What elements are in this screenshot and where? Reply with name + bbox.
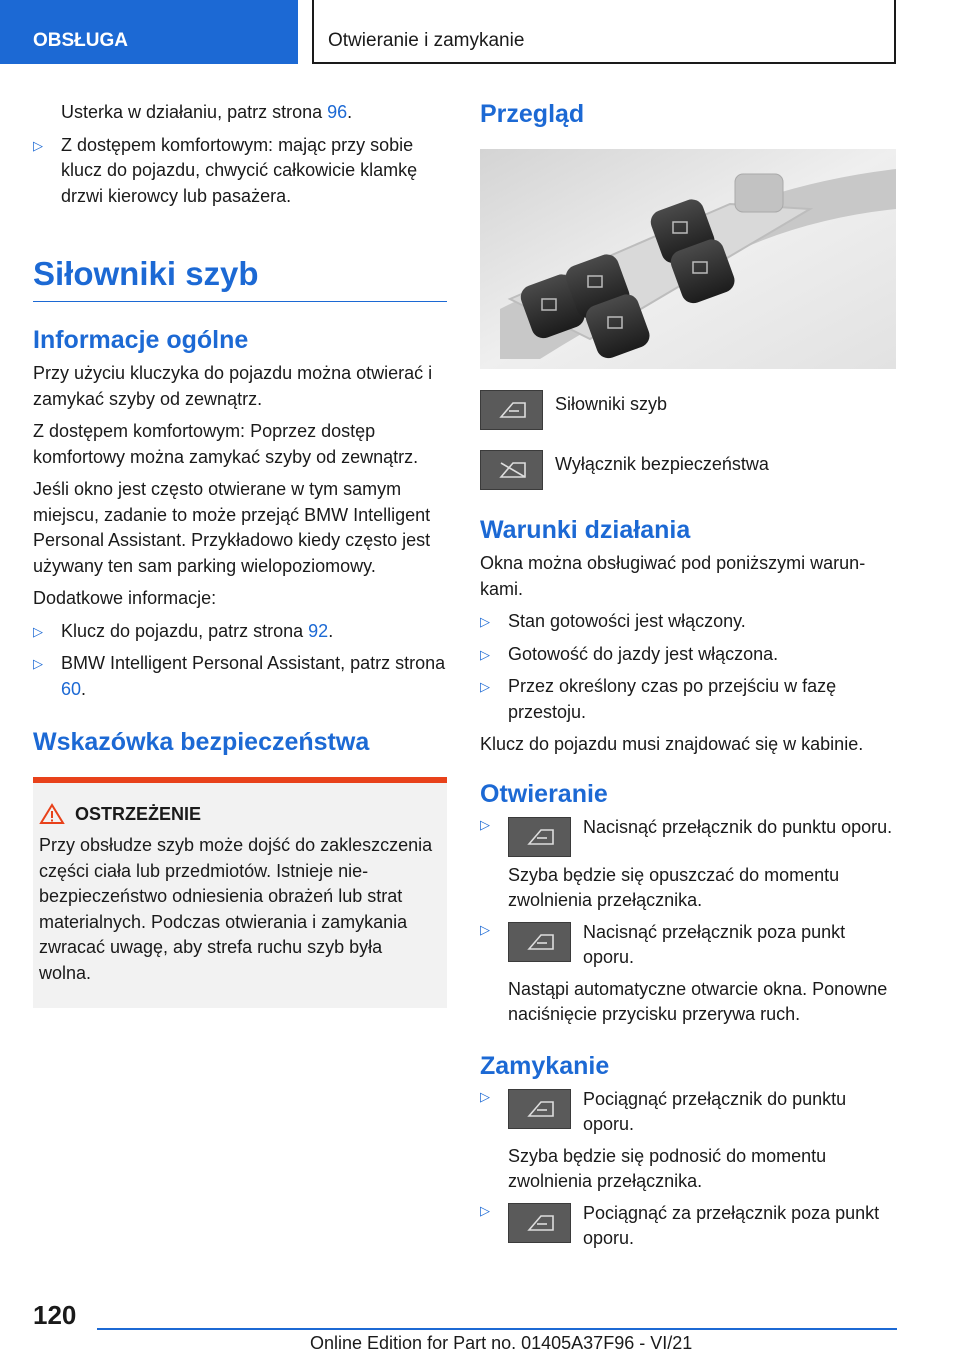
- window-switch-icon: [508, 1089, 571, 1129]
- step-text: Nacisnąć przełącznik do punktu oporu.: [583, 816, 893, 837]
- opening-title: Otwieranie: [480, 779, 608, 808]
- step-head: [508, 920, 896, 971]
- page-number: 120: [33, 1300, 77, 1330]
- list-item: ▷ Klucz do pojazdu, patrz strona 92.: [33, 619, 447, 645]
- page-link-60[interactable]: 60: [61, 678, 82, 699]
- step-note: Szyba będzie się podnosić do momentu zwolnienia przełącznika.: [508, 1145, 827, 1191]
- left-column: [33, 100, 447, 1008]
- step-text: Pociągnąć przełącznik do punktu oporu.: [583, 1088, 847, 1134]
- window-switch-icon: [508, 1203, 571, 1243]
- triangle-right-icon: ▷: [480, 921, 490, 937]
- step-text: Nacisnąć przełącznik poza punkt oporu.: [583, 921, 846, 967]
- section-title: Siłowniki szyb: [33, 255, 447, 302]
- symbol-label: Siłowniki szyb: [555, 394, 668, 414]
- list-item: [33, 133, 447, 210]
- list-item: [480, 609, 896, 635]
- intro-line: Usterka w działaniu, patrz strona 96.: [61, 102, 353, 122]
- step-head: [508, 1087, 896, 1138]
- intro-text: Usterka w działaniu, patrz strona: [61, 102, 323, 122]
- window-switch-icon: [480, 390, 543, 430]
- closing-title: Zamykanie: [480, 1051, 610, 1080]
- footer-divider: [97, 1328, 897, 1330]
- step-item: [480, 1201, 896, 1252]
- warning-header: [39, 803, 437, 825]
- paragraph: Jeśli okno jest często otwierane w tym samym miejscu, zadanie to może przejąć BMW Intelligent Personal Assistant. Przykładowo kiedy często jest używany ten sam parking wielopoziomowy.: [33, 479, 431, 576]
- paragraph: Dodatkowe informacje:: [33, 588, 217, 608]
- symbol-label: Wyłącznik bezpieczeństwa: [555, 454, 769, 474]
- page-link-92[interactable]: 92: [308, 620, 329, 641]
- list-item: ▷ BMW Intelligent Personal Assistant, patrz strona 60.: [33, 653, 446, 699]
- triangle-right-icon: ▷: [480, 679, 490, 694]
- list-item-text: Gotowość do jazdy jest włączona.: [508, 643, 779, 664]
- triangle-right-icon: ▷: [33, 623, 43, 639]
- list-item-text: Stan gotowości jest włączony.: [508, 611, 746, 631]
- list-item-text: BMW Intelligent Personal Assistant, patrz strona: [61, 653, 446, 673]
- paragraph: Przy użyciu kluczyka do pojazdu można otwierać i zamykać szyby od zewnątrz.: [33, 363, 433, 409]
- window-switch-icon: [508, 922, 571, 962]
- step-head: [508, 1201, 896, 1252]
- page-header: [0, 0, 960, 66]
- list-item-text: Z dostępem komfortowym: mając przy sobie klucz do pojazdu, chwycić całkowicie klamkę drzwi kierowcy lub pasażera.: [61, 134, 418, 206]
- window-switch-photo: [480, 149, 896, 369]
- safety-title: Wskazówka bezpieczeństwa: [33, 728, 370, 756]
- list-item: [480, 642, 896, 668]
- paragraph: Z dostępem komfortowym: Poprzez dostęp komfortowy można zamykać szyby od zewnątrz.: [33, 421, 419, 467]
- section-tab: OBSŁUGA: [0, 0, 298, 64]
- list-item-text: Przez określony czas po przejściu w fazę przestoju.: [508, 676, 837, 722]
- step-note: Szyba będzie się opuszczać do momentu zwolnienia przełącznika.: [508, 864, 840, 910]
- step-note: Nastąpi automatyczne otwarcie okna. Ponowne naciśnięcie przycisku przerywa ruch.: [508, 978, 888, 1024]
- safety-switch-icon: [480, 450, 543, 490]
- triangle-right-icon: ▷: [480, 614, 490, 629]
- window-switch-icon: [508, 817, 571, 857]
- paragraph: Klucz do pojazdu musi znajdować się w kabinie.: [480, 734, 864, 754]
- triangle-right-icon: ▷: [480, 816, 490, 832]
- warning-text: Przy obsłudze szyb może dojść do zakleszczenia części ciała lub przedmiotów. Istnieje niebezpieczeństwo odniesienia obrażeń lub strat materialnych. Podczas otwierania i zamykania zwracać uwagę, aby strefa ruchu szyb była wolna.: [39, 835, 433, 983]
- triangle-right-icon: ▷: [33, 137, 43, 153]
- general-info-title: Informacje ogólne: [33, 326, 249, 354]
- chapter-title: Otwieranie i zamykanie: [312, 0, 896, 64]
- warning-triangle-icon: [39, 803, 65, 825]
- list-item: [480, 674, 896, 725]
- edition-text: Online Edition for Part no. 01405A37F96 - VI/21: [310, 1333, 693, 1353]
- triangle-right-icon: ▷: [480, 1088, 490, 1104]
- step-item: [480, 815, 896, 914]
- right-column: [480, 100, 896, 1258]
- paragraph: Okna można obsługiwać pod poniższymi warunkami.: [480, 553, 866, 599]
- triangle-right-icon: ▷: [33, 656, 43, 671]
- step-text: Pociągnąć za przełącznik poza punkt oporu.: [583, 1202, 880, 1248]
- step-item: [480, 920, 896, 1028]
- step-head: [508, 815, 896, 857]
- step-item: [480, 1087, 896, 1195]
- conditions-title: Warunki działania: [480, 516, 691, 544]
- triangle-right-icon: ▷: [480, 1202, 490, 1218]
- warning-label: OSTRZEŻENIE: [75, 803, 202, 824]
- triangle-right-icon: ▷: [480, 646, 490, 662]
- page-link-96[interactable]: 96: [327, 102, 348, 122]
- overview-title: Przegląd: [480, 100, 585, 128]
- symbol-row-window-switches: [480, 390, 896, 430]
- list-item-text: Klucz do pojazdu, patrz strona: [61, 620, 304, 641]
- warning-box: [33, 777, 447, 1008]
- symbol-row-safety-switch: [480, 450, 896, 490]
